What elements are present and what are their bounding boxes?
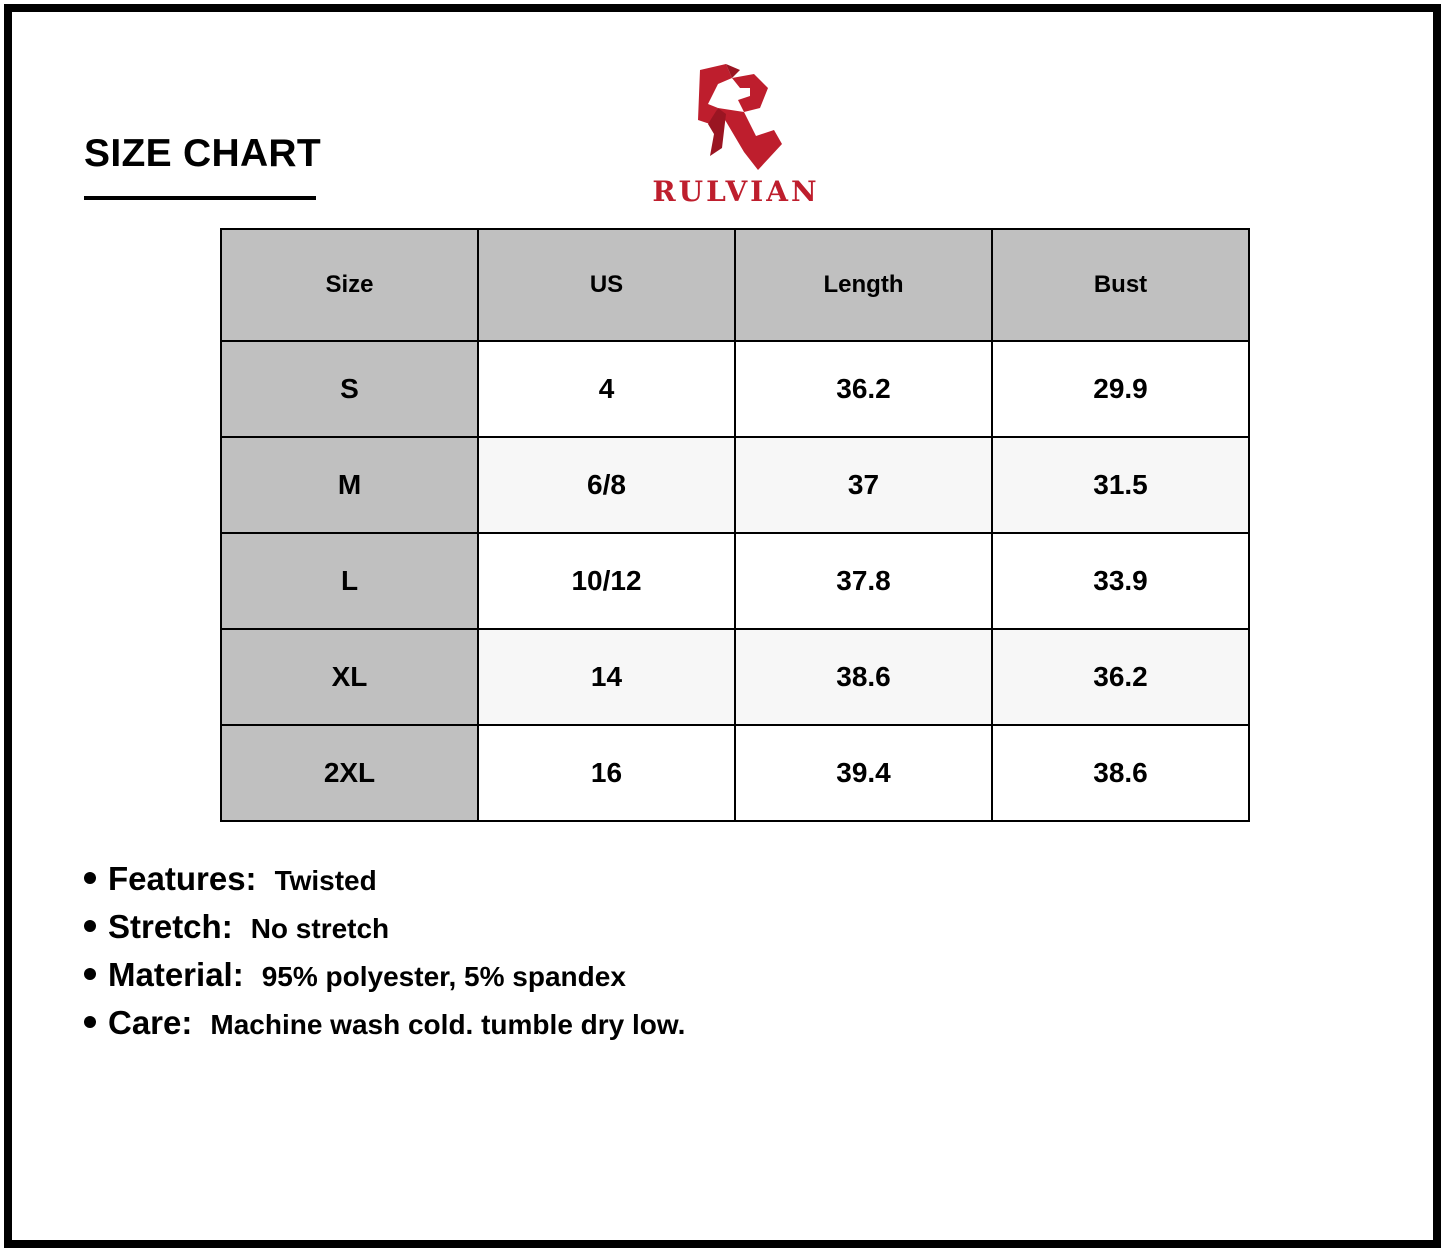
header-us: US bbox=[478, 229, 735, 341]
spec-label: Care: bbox=[108, 1004, 193, 1041]
header-size: Size bbox=[221, 229, 478, 341]
size-cell: 2XL bbox=[221, 725, 478, 821]
size-cell: XL bbox=[221, 629, 478, 725]
spec-care bbox=[84, 1004, 685, 1052]
page-title: SIZE CHART bbox=[84, 132, 321, 175]
table-row bbox=[221, 725, 1249, 821]
bust-cell: 29.9 bbox=[992, 341, 1249, 437]
header-length: Length bbox=[735, 229, 992, 341]
title-underline bbox=[84, 196, 316, 200]
length-cell: 38.6 bbox=[735, 629, 992, 725]
spec-stretch bbox=[84, 908, 685, 956]
us-cell: 6/8 bbox=[478, 437, 735, 533]
size-cell: L bbox=[221, 533, 478, 629]
bullet-icon bbox=[84, 920, 96, 932]
spec-label: Features: bbox=[108, 860, 257, 897]
bust-cell: 36.2 bbox=[992, 629, 1249, 725]
length-cell: 37.8 bbox=[735, 533, 992, 629]
length-cell: 39.4 bbox=[735, 725, 992, 821]
page-frame bbox=[4, 4, 1441, 1248]
brand-logo bbox=[638, 62, 834, 212]
size-cell: M bbox=[221, 437, 478, 533]
size-table bbox=[220, 228, 1250, 822]
length-cell: 37 bbox=[735, 437, 992, 533]
spec-value: 95% polyester, 5% spandex bbox=[261, 961, 626, 992]
us-cell: 16 bbox=[478, 725, 735, 821]
spec-label: Stretch: bbox=[108, 908, 233, 945]
length-cell: 36.2 bbox=[735, 341, 992, 437]
bullet-icon bbox=[84, 872, 96, 884]
rulvian-r-logo-icon bbox=[688, 64, 784, 172]
bullet-icon bbox=[84, 1016, 96, 1028]
us-cell: 4 bbox=[478, 341, 735, 437]
us-cell: 14 bbox=[478, 629, 735, 725]
spec-value: Twisted bbox=[274, 865, 377, 896]
table-row bbox=[221, 437, 1249, 533]
spec-label: Material: bbox=[108, 956, 244, 993]
table-header-row bbox=[221, 229, 1249, 341]
header-bust: Bust bbox=[992, 229, 1249, 341]
spec-material bbox=[84, 956, 685, 1004]
table-row bbox=[221, 629, 1249, 725]
spec-list bbox=[84, 860, 685, 1052]
table-row bbox=[221, 341, 1249, 437]
bust-cell: 38.6 bbox=[992, 725, 1249, 821]
us-cell: 10/12 bbox=[478, 533, 735, 629]
spec-value: No stretch bbox=[250, 913, 390, 944]
bullet-icon bbox=[84, 968, 96, 980]
bust-cell: 31.5 bbox=[992, 437, 1249, 533]
spec-features bbox=[84, 860, 685, 908]
brand-name: RULVIAN bbox=[652, 175, 820, 208]
spec-value: Machine wash cold. tumble dry low. bbox=[210, 1009, 686, 1040]
bust-cell: 33.9 bbox=[992, 533, 1249, 629]
size-cell: S bbox=[221, 341, 478, 437]
table-row bbox=[221, 533, 1249, 629]
